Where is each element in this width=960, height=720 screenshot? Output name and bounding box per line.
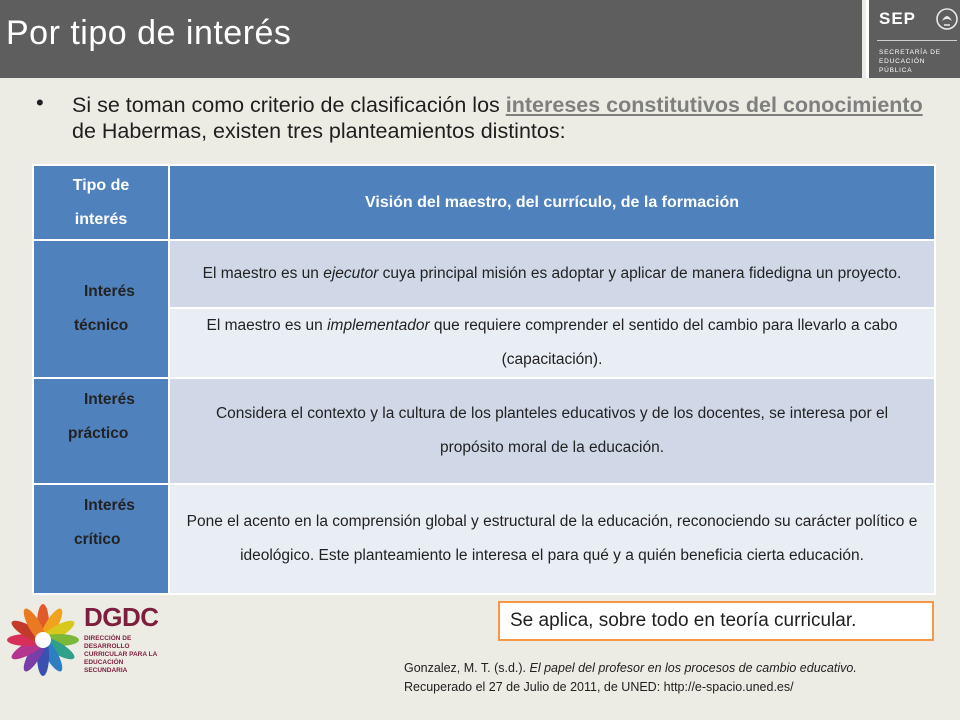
dgdc-name: DGDC	[84, 602, 159, 632]
table-row	[33, 308, 935, 378]
vision-critico: Pone el acento en la comprensión global y estructural de la educación, reconociendo su carácter político e ideológico. Este planteamiento le interesa el para qué y a quién beneficia cierta educación.	[169, 484, 935, 594]
table-row	[33, 240, 935, 308]
sep-logo-word: SEP	[879, 9, 917, 28]
vision-practico: Considera el contexto y la cultura de los planteles educativos y de los docentes, se interesa por el propósito moral de la educación.	[169, 378, 935, 484]
header-type: Tipo de interés	[33, 165, 169, 240]
vision-ejecutor: El maestro es un ejecutor cuya principal misión es adoptar y aplicar de manera fidedigna un proyecto.	[169, 240, 935, 308]
mexican-eagle-icon	[935, 5, 959, 35]
dgdc-subtitle: DIRECCIÓN DE DESARROLLO CURRICULAR PARA LA EDUCACIÓN SECUNDARIA	[84, 635, 158, 674]
type-practico: Interés práctico	[33, 378, 169, 484]
type-tecnico: Interés técnico	[33, 240, 169, 378]
bullet-icon: •	[36, 90, 44, 115]
table-row	[33, 484, 935, 594]
citation: Gonzalez, M. T. (s.d.). El papel del profesor en los procesos de cambio educativo. Recuperado el 27 de Julio de 2011, de UNED: http://e-spacio.uned.es/	[404, 661, 857, 694]
table-row	[33, 378, 935, 484]
table-header-row	[33, 165, 935, 240]
page-title: Por tipo de interés	[6, 14, 292, 52]
flower-emblem-icon	[6, 598, 80, 682]
sep-divider	[877, 40, 957, 41]
sep-logo	[866, 0, 960, 78]
dgdc-wordmark	[84, 602, 168, 675]
dgdc-logo	[6, 594, 168, 692]
intro-text: Si se toman como criterio de clasificación los intereses constitutivos del conocimiento de Habermas, existen tres planteamientos distintos:	[72, 93, 923, 143]
curricular-note: Se aplica, sobre todo en teoría curricular.	[498, 601, 934, 641]
header-vision: Visión del maestro, del currículo, de la formación	[169, 165, 935, 240]
title-bar	[0, 0, 862, 78]
vision-implementador: El maestro es un implementador que requiere comprender el sentido del cambio para llevarlo a cabo (capacitación).	[169, 308, 935, 378]
habermas-link[interactable]: intereses constitutivos del conocimiento	[505, 93, 923, 117]
interest-table	[32, 164, 936, 595]
sep-subtitle: SECRETARÍA DE EDUCACIÓN PÚBLICA	[879, 49, 941, 74]
type-critico: Interés crítico	[33, 484, 169, 594]
